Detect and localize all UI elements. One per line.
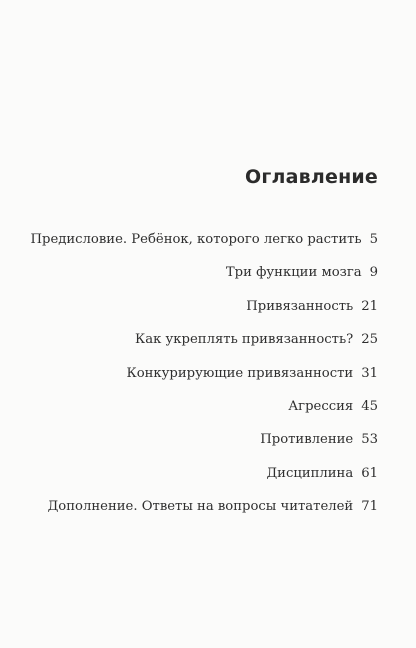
toc-entry-page-number: 45 [361,398,378,414]
toc-entry-preface [31,232,378,265]
toc-entry-page-number: 53 [361,432,378,448]
toc-entry-attachment [31,299,378,332]
toc-entry-title: Как укреплять привязанность? [135,332,354,348]
toc-entry-page-number: 9 [369,265,378,281]
toc-entry-strengthen-attachment [31,332,378,365]
toc-entry-title: Конкурирующие привязанности [126,365,354,381]
toc-entry-title: Дополнение. Ответы на вопросы читателей [47,499,354,515]
toc-entry-competing-attachments [31,366,378,399]
toc-entry-page-number: 21 [361,298,378,314]
toc-entry-discipline [31,466,378,499]
toc-entry-page-number: 25 [361,332,378,348]
toc-entry-title: Противление [260,432,354,448]
toc-entry-page-number: 71 [361,499,378,515]
toc-entry-page-number: 61 [361,465,378,481]
toc-entry-title: Предисловие. Ребёнок, которого легко растить [30,232,362,247]
toc-entry-title: Три функции мозга [225,265,362,281]
toc-entry-brain-functions [31,265,378,298]
toc-entry-appendix [31,499,378,532]
toc-entry-page-number: 5 [369,232,378,247]
toc-entry-title: Агрессия [288,398,354,414]
toc-entry-title: Привязанность [246,298,354,314]
toc-heading: Оглавление [245,166,378,188]
toc-entry-resistance [31,432,378,465]
toc-entry-aggression [31,399,378,432]
toc-entry-page-number: 31 [361,365,378,381]
toc-entry-title: Дисциплина [266,465,354,481]
toc-list [31,232,378,533]
